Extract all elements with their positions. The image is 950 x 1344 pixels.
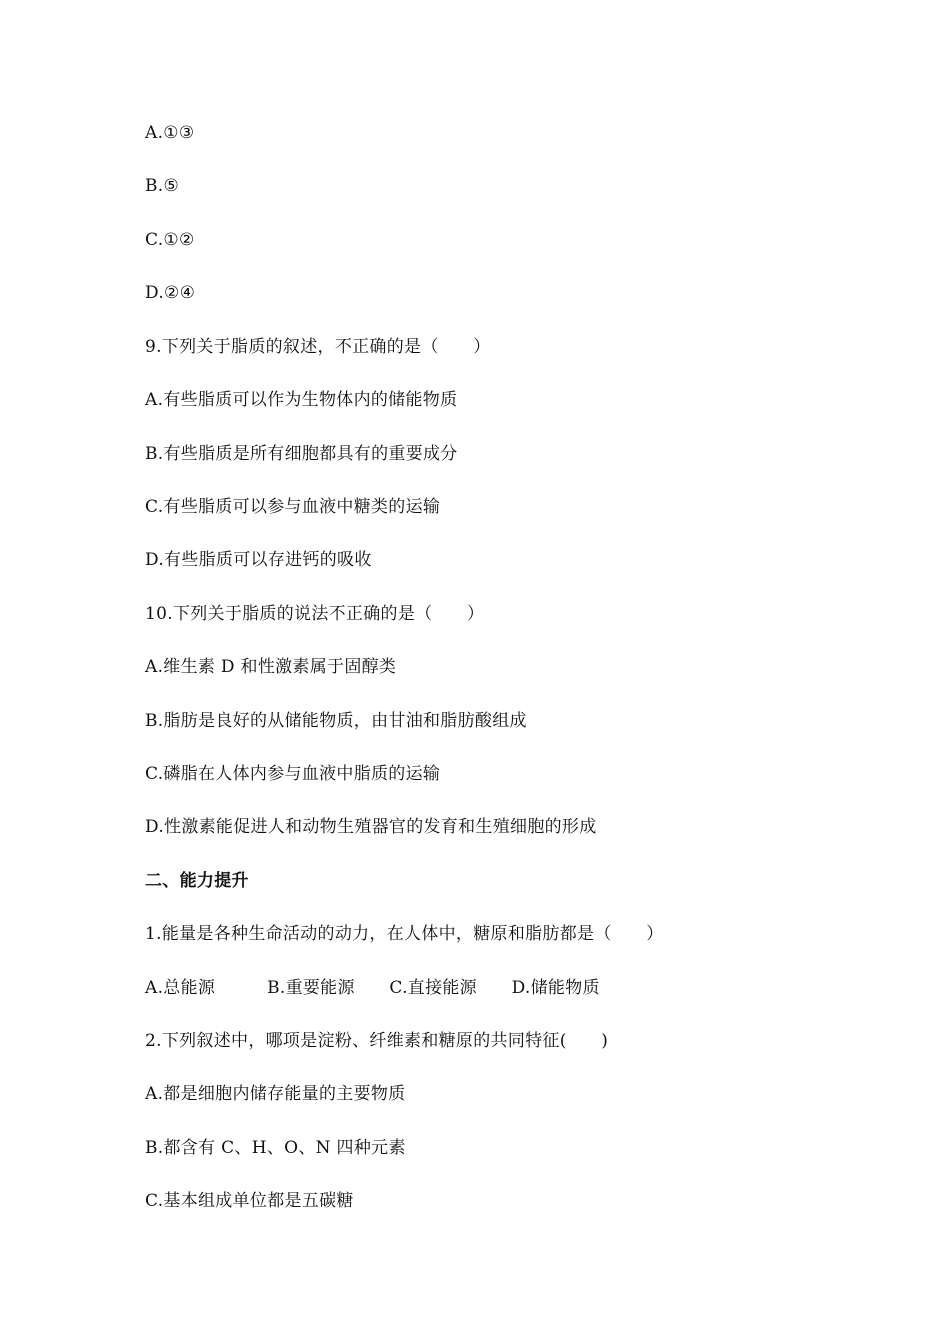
question-1: 1.能量是各种生命活动的动力，在人体中，糖原和脂肪都是（ ）: [145, 924, 664, 944]
question-10-option-c: C.磷脂在人体内参与血液中脂质的运输: [145, 764, 441, 784]
question-2: 2.下列叙述中，哪项是淀粉、纤维素和糖原的共同特征( ): [145, 1031, 609, 1051]
question-10: 10.下列关于脂质的说法不正确的是（ ）: [145, 604, 485, 624]
question-10-option-a: A.维生素 D 和性激素属于固醇类: [145, 657, 397, 677]
question-1-options: A.总能源 B.重要能源 C.直接能源 D.储能物质: [145, 978, 600, 998]
option-d-line: D.②④: [145, 283, 196, 303]
question-9-option-b: B.有些脂质是所有细胞都具有的重要成分: [145, 444, 458, 464]
question-9-option-c: C.有些脂质可以参与血液中糖类的运输: [145, 497, 441, 517]
section-heading: 二、能力提升: [145, 871, 249, 891]
question-9: 9.下列关于脂质的叙述，不正确的是（ ）: [145, 337, 491, 357]
question-9-option-a: A.有些脂质可以作为生物体内的储能物质: [145, 390, 458, 410]
option-a-line: A.①③: [145, 123, 195, 143]
question-10-option-d: D.性激素能促进人和动物生殖器官的发育和生殖细胞的形成: [145, 817, 597, 837]
question-2-option-a: A.都是细胞内储存能量的主要物质: [145, 1084, 406, 1104]
option-b-line: B.⑤: [145, 176, 180, 196]
question-9-option-d: D.有些脂质可以存进钙的吸收: [145, 550, 372, 570]
question-2-option-b: B.都含有 C、H、O、N 四种元素: [145, 1138, 406, 1158]
question-10-option-b: B.脂肪是良好的从储能物质，由甘油和脂肪酸组成: [145, 711, 527, 731]
option-c-line: C.①②: [145, 230, 195, 250]
question-2-option-c: C.基本组成单位都是五碳糖: [145, 1191, 354, 1211]
